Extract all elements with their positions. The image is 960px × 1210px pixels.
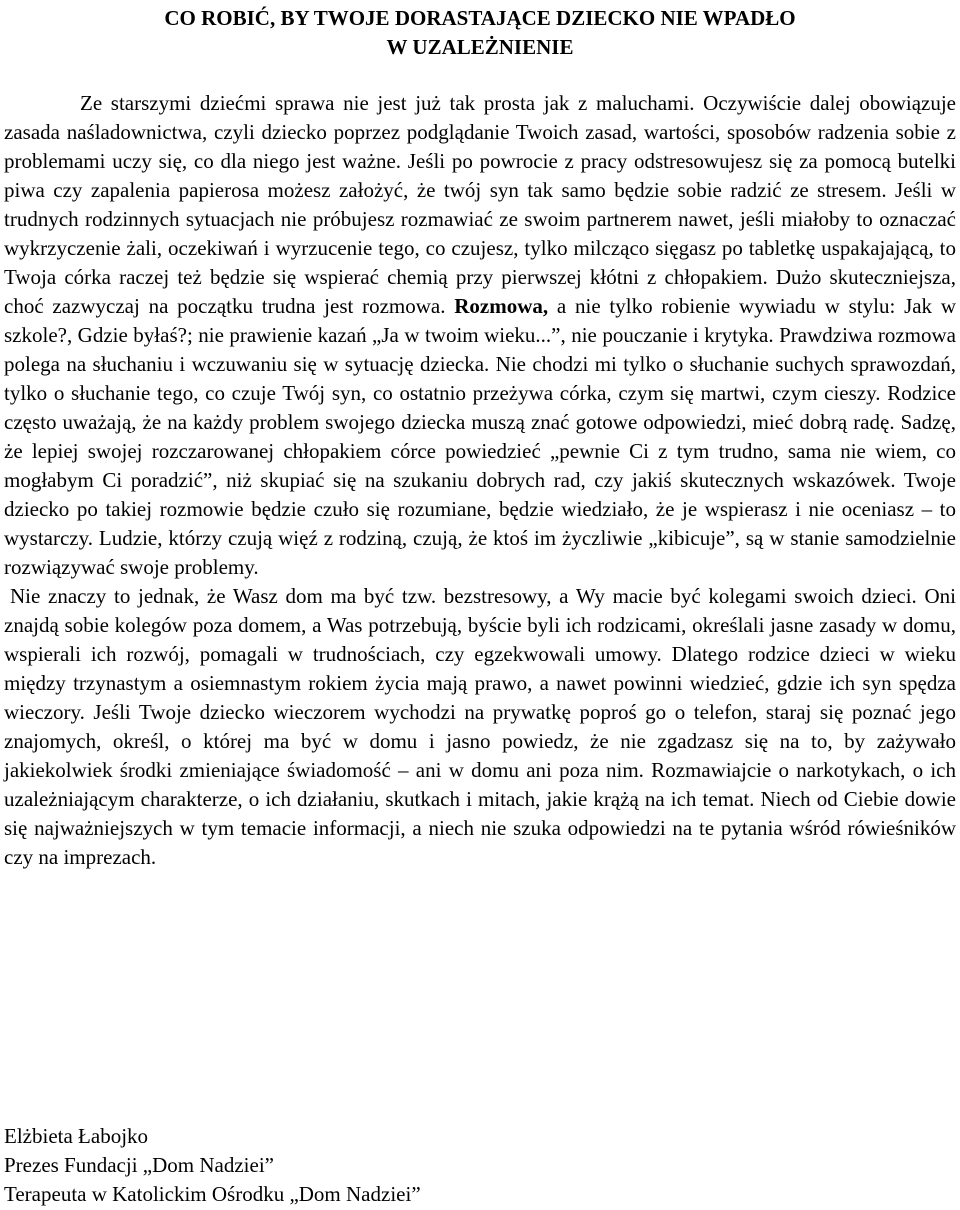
paragraph-1-text-a: Ze starszymi dziećmi sprawa nie jest już tak prosta jak z maluchami. Oczywiście dalej obowiązuje zasada naśladownictwa, czyli dziecko poprzez podglądanie Twoich zasad, wartości, sposobów radzenia sobie z problemami uczy się, co dla niego jest ważne. Jeśli po powrocie z pracy odstresowujesz się za pomocą butelki piwa czy zapalenia papierosa możesz założyć, że twój syn tak samo będzie sobie radzić ze stresem. Jeśli w trudnych rodzinnych sytuacjach nie próbujesz rozmawiać ze swoim partnerem nawet, jeśli miałoby to oznaczać wykrzyczenie żali, oczekiwań i wyrzucenie tego, co czujesz, tylko milcząco sięgasz po tabletkę uspakajającą, to Twoja córka raczej też będzie się wspierać chemią przy pierwszej kłótni z chłopakiem. Dużo skuteczniejsza, choć zazwyczaj na początku trudna jest rozmowa. xyxy=(4,91,956,318)
article-body xyxy=(4,62,956,872)
signature-name: Elżbieta Łabojko xyxy=(4,1124,149,1148)
signature-role: Prezes Fundacji „Dom Nadziei” xyxy=(4,1153,274,1177)
signature-position: Terapeuta w Katolickim Ośrodku „Dom Nadziei” xyxy=(4,1182,421,1206)
paragraph-2: Nie znaczy to jednak, że Wasz dom ma być tzw. bezstresowy, a Wy macie być kolegami swoich dzieci. Oni znajdą sobie kolegów poza domem, a Was potrzebują, byście byli ich rodzicami, określali jasne zasady w domu, wspierali ich rozwój, pomagali w trudnościach, czy egzekwowali umowy. Dlatego rodzice dzieci w wieku między trzynastym a osiemnastym rokiem życia mają prawo, a nawet powinni wiedzieć, gdzie ich syn spędza wieczory. Jeśli Twoje dziecko wieczorem wychodzi na prywatkę poproś go o telefon, staraj się poznać jego znajomych, określ, o której ma być w domu i jasno powiedz, że nie zgadzasz się na to, by zażywało jakiekolwiek środki zmieniające świadomość – ani w domu ani poza nim. Rozmawiajcie o narkotykach, o ich uzależniającym charakterze, o ich działaniu, skutkach i mitach, jakie krążą na ich temat. Niech od Ciebie dowie się najważniejszych w tym temacie informacji, a niech nie szuka odpowiedzi na te pytania wśród rówieśników czy na imprezach. xyxy=(4,584,956,869)
paragraph-1-text-b: a nie tylko robienie wywiadu w stylu: Jak w szkole?, Gdzie byłaś?; nie prawienie kazań „Ja w twoim wieku...”, nie pouczanie i krytyka. Prawdziwa rozmowa polega na słuchaniu i wczuwaniu się w sytuację dziecka. Nie chodzi mi tylko o słuchanie suchych sprawozdań, tylko o słuchanie tego, co czuje Twój syn, co ostatnio przeżywa córka, czym się martwi, czym cieszy. Rodzice często uważają, że na każdy problem swojego dziecka muszą znać gotowe odpowiedzi, mieć dobrą radę. Sadzę, że lepiej swojej rozczarowanej chłopakiem córce powiedzieć „pewnie Ci z tym trudno, sama nie wiem, co mogłabym Ci poradzić”, niż skupiać się na szukaniu dobrych rad, czy jakiś skutecznych wskazówek. Twoje dziecko po takiej rozmowie będzie czuło się rozumiane, będzie wiedziało, że je wspierasz i nie oceniasz – to wystarczy. Ludzie, którzy czują więź z rodziną, czują, że ktoś im życzliwie „kibicuje”, są w stanie samodzielnie rozwiązywać swoje problemy. xyxy=(4,294,956,579)
title-line-2: W UZALEŻNIENIE xyxy=(386,35,574,59)
paragraph-1 xyxy=(4,89,956,582)
signature-block xyxy=(4,1122,421,1209)
article-title xyxy=(4,0,956,62)
paragraph-1-bold: Rozmowa, xyxy=(454,294,549,318)
title-line-1: CO ROBIĆ, BY TWOJE DORASTAJĄCE DZIECKO NIE WPADŁO xyxy=(164,6,796,30)
